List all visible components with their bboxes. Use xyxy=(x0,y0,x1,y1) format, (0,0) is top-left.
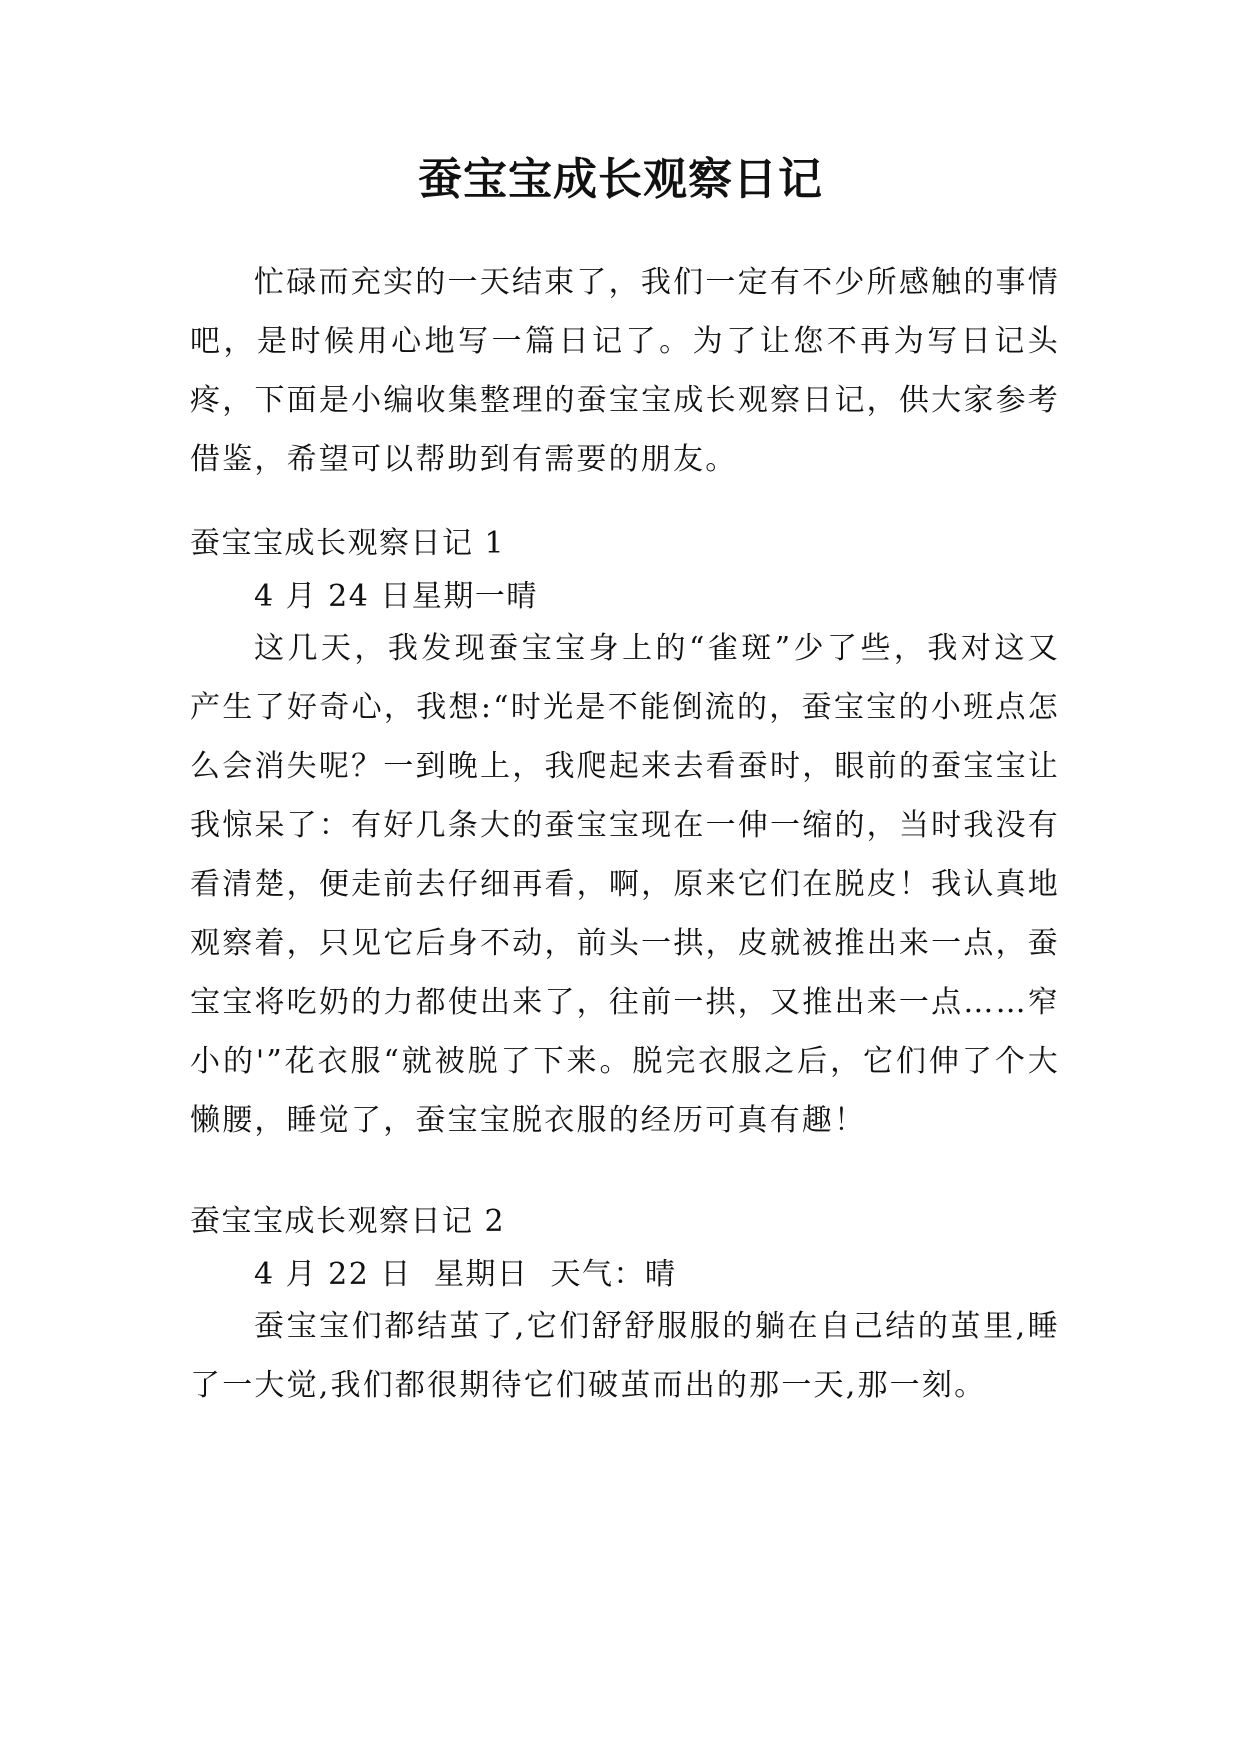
entry-1-body: 这几天，我发现蚕宝宝身上的“雀斑”少了些，我对这又产生了好奇心，我想:“时光是不能倒流的，蚕宝宝的小班点怎么会消失呢？一到晚上，我爬起来去看蚕时，眼前的蚕宝宝让我惊呆了：有好几条大的蚕宝宝现在一伸一缩的，当时我没有看清楚，便走前去仔细再看，啊，原来它们在脱皮！我认真地观察着，只见它后身不动，前头一拱，皮就被推出来一点，蚕宝宝将吃奶的力都使出来了，往前一拱，又推出来一点……窄小的'”花衣服“就被脱了下来。脱完衣服之后，它们伸了个大懒腰，睡觉了，蚕宝宝脱衣服的经历可真有趣！ xyxy=(190,631,1060,1138)
entry-2-date: 4 月 22 日 星期日 天气：晴 xyxy=(254,1257,677,1292)
entry-2-heading: 蚕宝宝成长观察日记 2 xyxy=(190,1204,506,1239)
entry-2-body: 蚕宝宝们都结茧了,它们舒舒服服的躺在自己结的茧里,睡了一大觉,我们都很期待它们破茧而出的那一天,那一刻。 xyxy=(190,1309,1060,1403)
intro-paragraph: 忙碌而充实的一天结束了，我们一定有不少所感触的事情吧，是时候用心地写一篇日记了。为了让您不再为写日记头疼，下面是小编收集整理的蚕宝宝成长观察日记，供大家参考借鉴，希望可以帮助到有需要的朋友。 xyxy=(190,265,1060,477)
entry-1-date: 4 月 24 日星期一晴 xyxy=(254,579,538,614)
document-title: 蚕宝宝成长观察日记 xyxy=(418,154,823,205)
entry-1-heading: 蚕宝宝成长观察日记 1 xyxy=(190,526,506,561)
